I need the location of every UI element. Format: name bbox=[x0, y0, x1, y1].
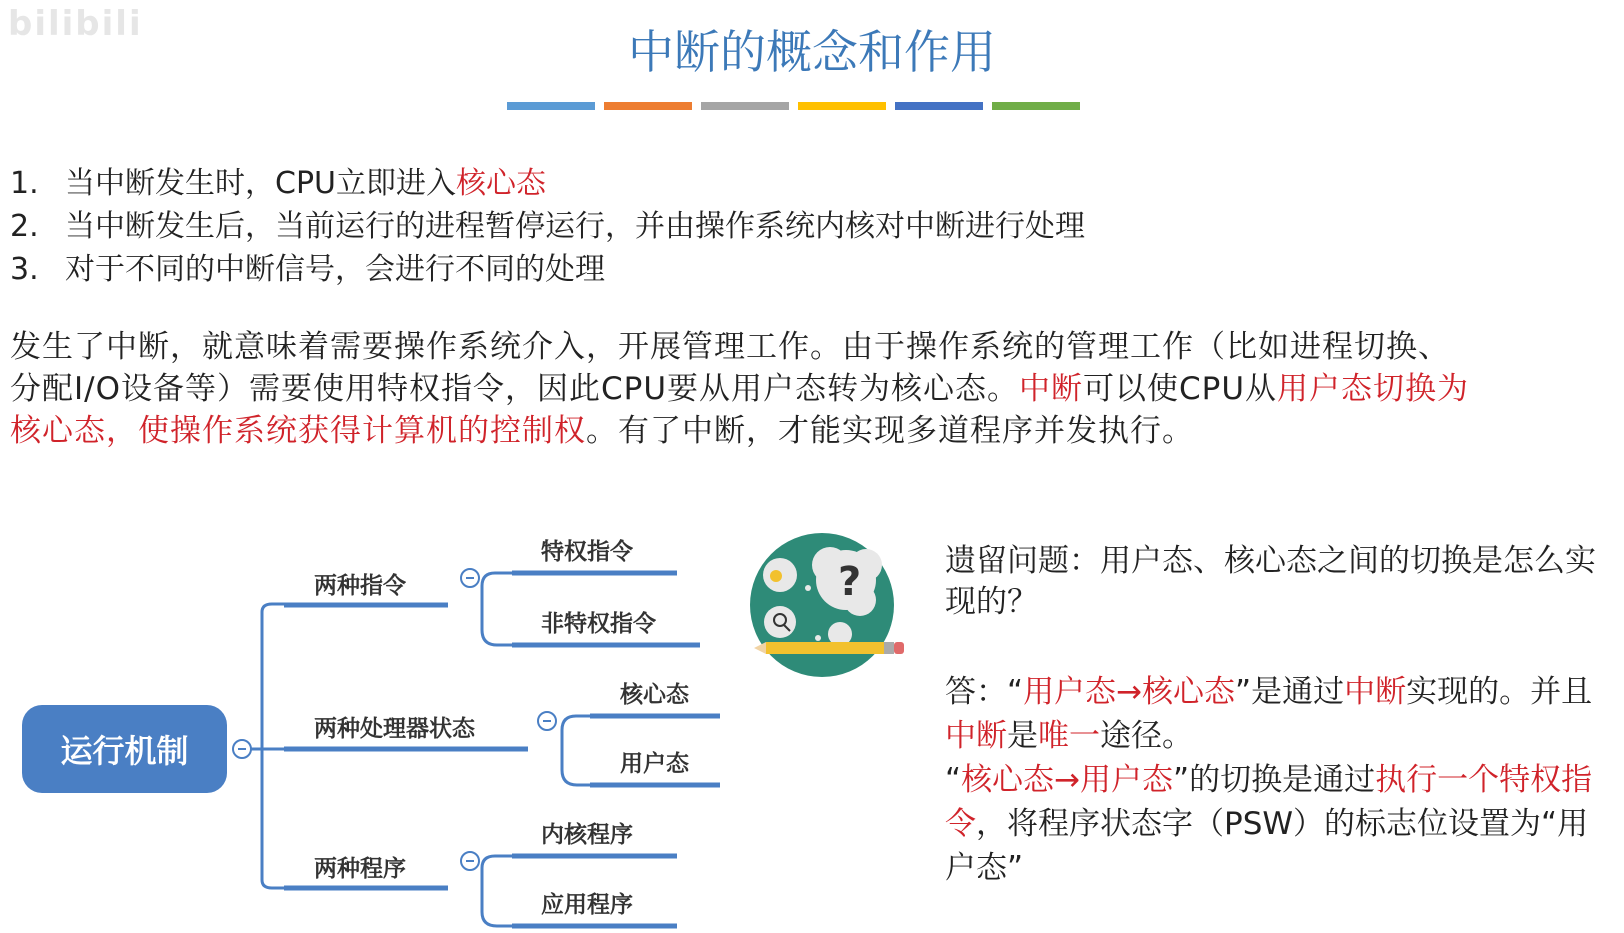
mindmap-branch-processor-states[interactable]: 两种处理器状态 bbox=[314, 716, 475, 742]
answer-text-part: ”是通过 bbox=[1235, 674, 1345, 710]
answer-text-part: 是 bbox=[1007, 718, 1038, 754]
answer-text-part: 实现的。并且 bbox=[1406, 674, 1593, 710]
answer-text-part: ”的切换是通过 bbox=[1173, 762, 1376, 798]
list-number: 1. bbox=[10, 166, 39, 201]
answer-text-part: 途径。 bbox=[1100, 718, 1193, 754]
mindmap-branch-programs[interactable]: 两种程序 bbox=[314, 856, 406, 882]
mindmap-leaf[interactable]: 核心态 bbox=[620, 682, 689, 708]
list-text: 对于不同的中断信号，会进行不同的处理 bbox=[65, 252, 605, 287]
paragraph-highlight: 核心态，使操作系统获得计算机的控制权 bbox=[10, 413, 586, 449]
answer-highlight: 中断 bbox=[945, 718, 1007, 754]
list-number: 2. bbox=[10, 209, 39, 244]
answer-text-part: “ bbox=[945, 762, 962, 798]
answer-text-part: ，将程序状态字（PSW）的标志位设置为“用户态” bbox=[945, 806, 1589, 886]
thinking-question-icon bbox=[750, 530, 910, 680]
list-text: 当中断发生时，CPU立即进入 bbox=[65, 166, 456, 201]
answer-text-part: 答：“ bbox=[945, 674, 1024, 710]
answer-highlight: 用户态→核心态 bbox=[1023, 674, 1236, 710]
mindmap-leaf[interactable]: 非特权指令 bbox=[541, 611, 656, 637]
paragraph-text: 。有了中断，才能实现多道程序并发执行。 bbox=[586, 413, 1194, 449]
slide-title: 中断的概念和作用 bbox=[628, 25, 996, 79]
collapse-icon[interactable] bbox=[232, 739, 252, 759]
open-question: 遗留问题：用户态、核心态之间的切换是怎么实现的？ bbox=[945, 543, 1596, 620]
collapse-icon[interactable] bbox=[460, 568, 480, 588]
paragraph-highlight: 用户态切换为 bbox=[1277, 371, 1470, 407]
list-text: 当中断发生后，当前运行的进程暂停运行，并由操作系统内核对中断进行处理 bbox=[65, 209, 1085, 244]
answer-highlight: 执行一个特权指令 bbox=[945, 762, 1593, 842]
mindmap-leaf[interactable]: 用户态 bbox=[620, 751, 689, 777]
list-highlight: 核心态 bbox=[456, 166, 546, 201]
collapse-icon[interactable] bbox=[537, 711, 557, 731]
paragraph-highlight: 中断 bbox=[1019, 371, 1084, 407]
bilibili-watermark: bilibili bbox=[8, 4, 143, 44]
answer-highlight: 核心态→用户态 bbox=[961, 762, 1174, 798]
mindmap-leaf[interactable]: 特权指令 bbox=[541, 539, 633, 565]
collapse-icon[interactable] bbox=[460, 851, 480, 871]
answer-text bbox=[945, 670, 1615, 890]
answer-highlight: 中断 bbox=[1344, 674, 1407, 710]
mindmap-leaf[interactable]: 应用程序 bbox=[541, 892, 633, 918]
list-number: 3. bbox=[10, 252, 39, 287]
mindmap-branch-instructions[interactable]: 两种指令 bbox=[314, 573, 406, 599]
paragraph-text: 可以使CPU从 bbox=[1083, 371, 1278, 407]
paragraph-text: 分配I/O设备等）需要使用特权指令，因此CPU要从用户态转为核心态。 bbox=[10, 371, 1020, 407]
mindmap-leaf[interactable]: 内核程序 bbox=[541, 822, 633, 848]
paragraph-line: 发生了中断，就意味着需要操作系统介入，开展管理工作。由于操作系统的管理工作（比如进程切换、 bbox=[10, 329, 1450, 365]
mindmap-root-node[interactable]: 运行机制 bbox=[22, 705, 227, 793]
svg-text:?: ? bbox=[838, 559, 862, 605]
answer-highlight: 唯一 bbox=[1038, 718, 1100, 754]
